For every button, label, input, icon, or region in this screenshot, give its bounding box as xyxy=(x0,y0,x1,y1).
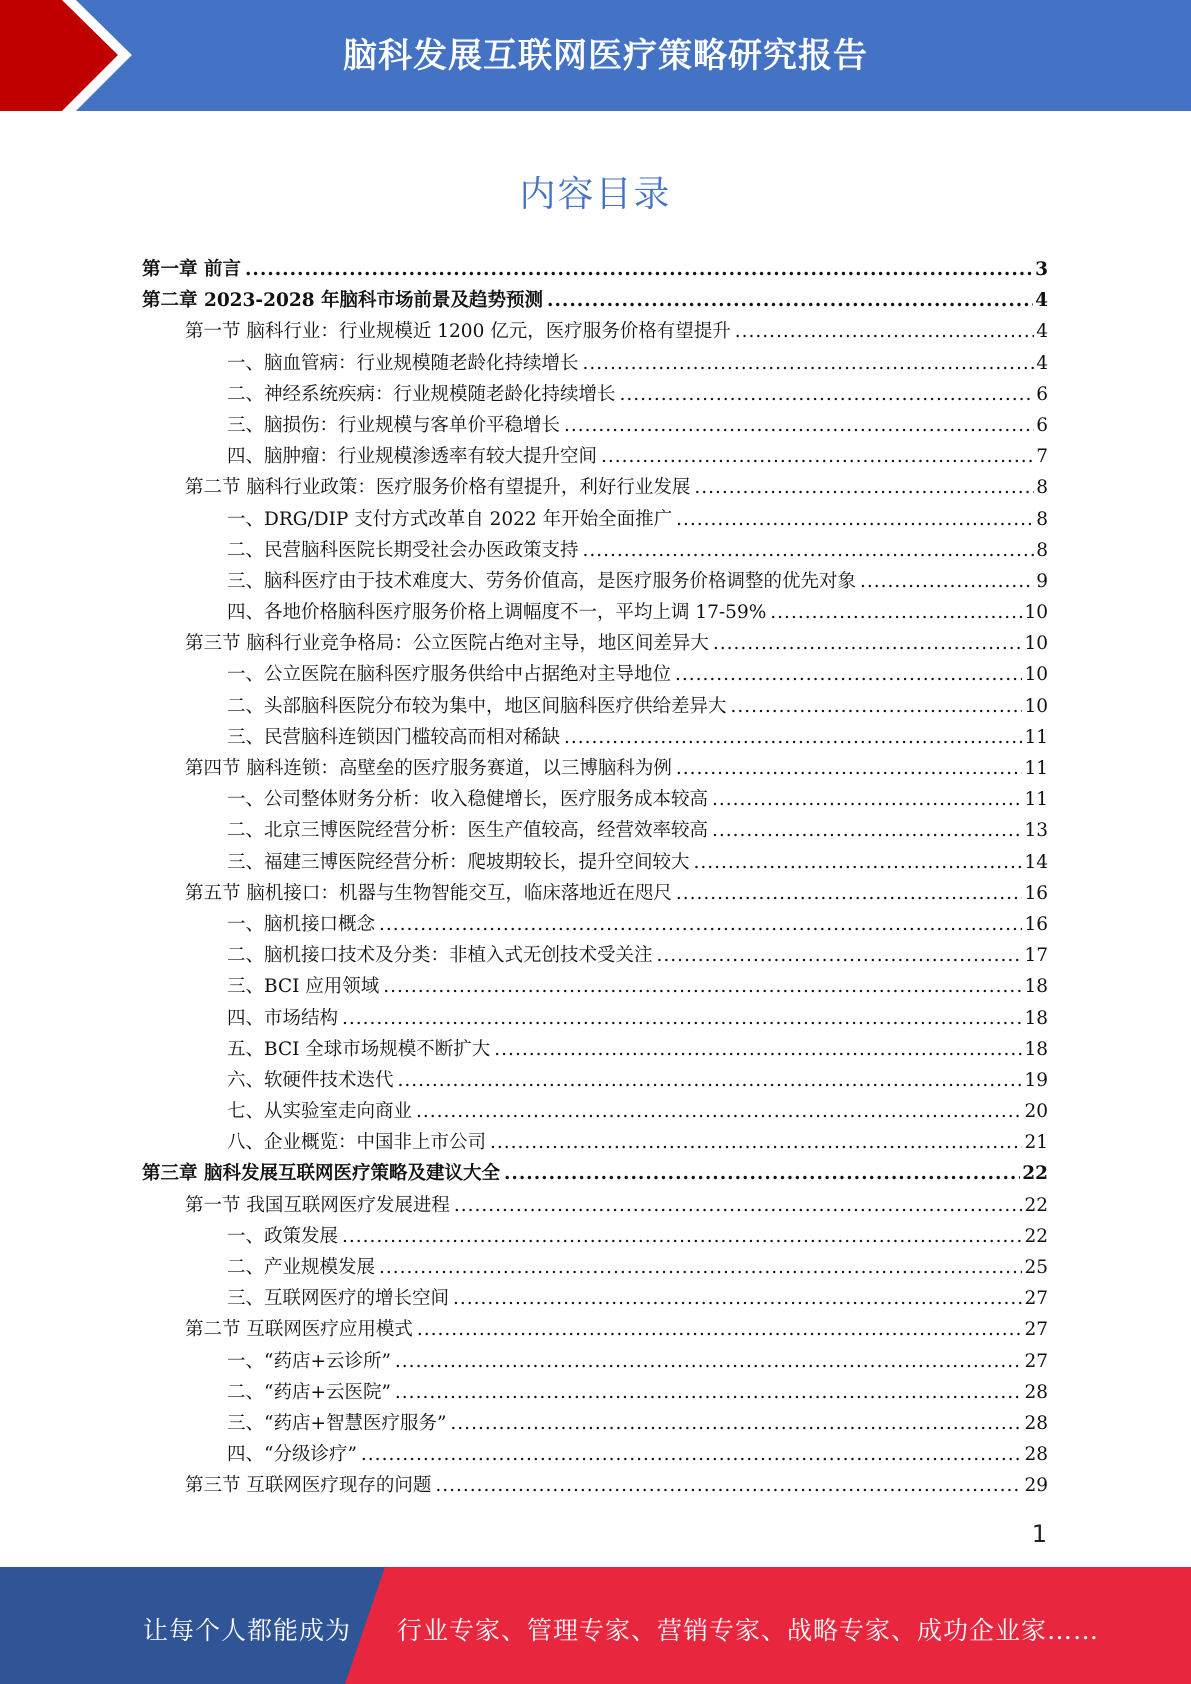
toc-entry-page: 27 xyxy=(1024,1288,1048,1310)
toc-leader-dots xyxy=(712,815,1022,846)
toc-leader-dots xyxy=(860,566,1034,597)
footer-slogan-right: 行业专家、管理专家、营销专家、战略专家、成功企业家…… xyxy=(397,1616,1100,1645)
toc-entry[interactable] xyxy=(142,1065,1048,1096)
toc-entry-text: 二、脑机接口技术及分类：非植入式无创技术受关注 xyxy=(227,945,653,967)
toc-leader-dots xyxy=(417,1314,1023,1345)
toc-entry[interactable] xyxy=(142,1377,1048,1408)
toc-entry[interactable] xyxy=(142,348,1048,379)
toc-entry-text: 一、公立医院在脑科医疗服务供给中占据绝对主导地位 xyxy=(227,664,672,686)
toc-title: 内容目录 xyxy=(519,174,672,215)
toc-entry-page: 3 xyxy=(1035,259,1048,280)
toc-entry-text: 二、产业规模发展 xyxy=(227,1257,376,1278)
toc-leader-dots xyxy=(379,909,1022,940)
toc-leader-dots xyxy=(454,1190,1023,1221)
toc-entry-text: 第一章 前言 xyxy=(142,259,241,280)
toc-leader-dots xyxy=(676,753,1023,784)
toc-entry[interactable] xyxy=(142,1439,1048,1470)
toc-entry[interactable] xyxy=(142,971,1048,1002)
toc-entry-page: 6 xyxy=(1036,383,1048,405)
toc-entry[interactable] xyxy=(142,784,1048,815)
toc-entry-page: 27 xyxy=(1024,1319,1048,1341)
toc-entry-page: 8 xyxy=(1036,477,1048,499)
toc-entry[interactable] xyxy=(142,1034,1048,1065)
toc-entry-text: 第五节 脑机接口：机器与生物智能交互，临床落地近在咫尺 xyxy=(185,882,672,904)
toc-entry-text: 第一节 我国互联网医疗发展进程 xyxy=(185,1194,450,1216)
toc-leader-dots xyxy=(694,472,1034,503)
toc-leader-dots xyxy=(494,1034,1022,1065)
toc-leader-dots xyxy=(620,379,1035,410)
toc-entry-text: 四、脑肿瘤：行业规模渗透率有较大提升空间 xyxy=(227,446,598,468)
toc-entry-page: 22 xyxy=(1024,1225,1048,1247)
toc-entry-page: 19 xyxy=(1024,1069,1048,1091)
toc-leader-dots xyxy=(694,847,1023,878)
toc-entry-text: 第四节 脑科连锁：高壁垒的医疗服务赛道，以三博脑科为例 xyxy=(185,758,672,779)
toc-entry[interactable] xyxy=(142,909,1048,940)
toc-entry-text: 一、公司整体财务分析：收入稳健增长，医疗服务成本较高 xyxy=(227,789,709,811)
toc-entry[interactable] xyxy=(142,1003,1048,1034)
toc-entry-text: 三、福建三博医院经营分析：爬坡期较长，提升空间较大 xyxy=(227,851,690,873)
toc-entry-text: 二、神经系统疾病：行业规模随老龄化持续增长 xyxy=(227,383,616,405)
toc-entry-page: 10 xyxy=(1024,664,1048,686)
toc-entry-text: 一、政策发展 xyxy=(227,1225,339,1247)
toc-entry-text: 二、民营脑科医院长期受社会办医政策支持 xyxy=(227,539,579,561)
toc-entry-page: 20 xyxy=(1024,1101,1048,1123)
toc-entry-text: 三、BCI 应用领域 xyxy=(227,976,380,998)
toc-entry-text: 三、脑损伤：行业规模与客单价平稳增长 xyxy=(227,414,561,436)
toc-entry[interactable] xyxy=(142,722,1048,753)
toc-leader-dots xyxy=(245,254,1033,285)
toc-leader-dots xyxy=(504,1158,1020,1189)
toc-entry-page: 22 xyxy=(1022,1163,1048,1185)
toc-entry[interactable] xyxy=(142,1408,1048,1439)
toc-leader-dots xyxy=(712,784,1022,815)
toc-entry-page: 27 xyxy=(1024,1350,1048,1372)
toc-entry[interactable] xyxy=(142,1346,1048,1377)
toc-entry[interactable] xyxy=(142,691,1048,722)
toc-leader-dots xyxy=(435,1470,1022,1501)
toc-entry-page: 4 xyxy=(1035,290,1048,312)
toc-entry-page: 25 xyxy=(1024,1257,1048,1278)
toc-entry-page: 16 xyxy=(1024,913,1048,935)
toc-entry[interactable] xyxy=(142,1252,1048,1283)
toc-entry[interactable] xyxy=(142,940,1048,971)
toc-leader-dots xyxy=(395,1346,1023,1377)
toc-entry[interactable] xyxy=(142,815,1048,846)
toc-leader-dots xyxy=(547,285,1033,316)
toc-entry-page: 18 xyxy=(1024,1038,1048,1060)
toc-entry-text: 三、脑科医疗由于技术难度大、劳务价值高，是医疗服务价格调整的优先对象 xyxy=(227,570,857,592)
toc-entry-page: 28 xyxy=(1024,1444,1048,1466)
toc-leader-dots xyxy=(735,316,1034,347)
toc-entry-page: 28 xyxy=(1024,1412,1048,1434)
toc-entry[interactable] xyxy=(142,535,1048,566)
toc-entry-text: 八、企业概览：中国非上市公司 xyxy=(227,1132,487,1154)
toc-entry-text: 二、北京三博医院经营分析：医生产值较高，经营效率较高 xyxy=(227,820,709,842)
toc-entry-text: 三、互联网医疗的增长空间 xyxy=(227,1288,450,1310)
toc-entry-page: 10 xyxy=(1024,695,1048,717)
toc-entry[interactable] xyxy=(142,1314,1048,1345)
toc-entry-text: 第三章 脑科发展互联网医疗策略及建议大全 xyxy=(142,1163,500,1185)
toc-entry-page: 11 xyxy=(1024,758,1048,779)
toc-entry-page: 9 xyxy=(1036,570,1048,592)
toc-leader-dots xyxy=(416,1096,1022,1127)
toc-entry-text: 一、脑机接口概念 xyxy=(227,913,376,935)
toc-entry[interactable] xyxy=(142,1283,1048,1314)
toc-leader-dots xyxy=(675,659,1022,690)
toc-leader-dots xyxy=(490,1127,1022,1158)
toc-leader-dots xyxy=(731,691,1023,722)
toc-leader-dots xyxy=(398,1065,1023,1096)
footer-band xyxy=(0,1567,1191,1684)
toc-leader-dots xyxy=(450,1408,1022,1439)
toc-entry-page: 16 xyxy=(1024,882,1048,904)
toc-entry-text: 一、脑血管病：行业规模随老龄化持续增长 xyxy=(227,352,579,374)
toc-entry[interactable] xyxy=(142,1190,1048,1221)
toc-entry[interactable] xyxy=(142,1470,1048,1501)
toc-leader-dots xyxy=(770,597,1022,628)
header-band xyxy=(0,0,1191,111)
toc-entry-page: 29 xyxy=(1024,1475,1048,1497)
toc-entry-text: 第二节 脑科行业政策：医疗服务价格有望提升，利好行业发展 xyxy=(185,477,691,499)
toc-entry[interactable] xyxy=(142,659,1048,690)
toc-entry-page: 10 xyxy=(1024,602,1048,624)
toc-entry-page: 4 xyxy=(1036,321,1048,343)
toc-entry-page: 8 xyxy=(1036,508,1048,530)
toc-entry-page: 22 xyxy=(1024,1194,1048,1216)
toc-entry-text: 四、“分级诊疗” xyxy=(227,1444,357,1466)
toc-entry-text: 二、“药店+云医院” xyxy=(227,1381,391,1403)
toc-entry-text: 第三节 脑科行业竞争格局：公立医院占绝对主导，地区间差异大 xyxy=(185,633,709,655)
toc-entry-text: 四、各地价格脑科医疗服务价格上调幅度不一，平均上调 17-59% xyxy=(227,602,767,624)
toc-entry-text: 第二章 2023-2028 年脑科市场前景及趋势预测 xyxy=(142,290,544,312)
toc-entry[interactable] xyxy=(142,628,1048,659)
toc-entry[interactable] xyxy=(142,1221,1048,1252)
toc-entry-page: 4 xyxy=(1036,352,1048,374)
toc-entry[interactable] xyxy=(142,504,1048,535)
toc-leader-dots xyxy=(453,1283,1022,1314)
toc-entry-text: 第一节 脑科行业：行业规模近 1200 亿元，医疗服务价格有望提升 xyxy=(185,321,731,343)
toc-leader-dots xyxy=(361,1439,1023,1470)
toc-entry[interactable] xyxy=(142,316,1048,347)
toc-leader-dots xyxy=(583,348,1035,379)
toc-entry-text: 三、“药店+智慧医疗服务” xyxy=(227,1412,447,1434)
toc-entry-text: 第二节 互联网医疗应用模式 xyxy=(185,1319,413,1341)
toc-entry-text: 三、民营脑科连锁因门槛较高而相对稀缺 xyxy=(227,726,561,748)
toc-entry[interactable] xyxy=(142,1127,1048,1158)
toc-leader-dots xyxy=(383,971,1022,1002)
toc-entry-page: 11 xyxy=(1024,789,1048,811)
toc-leader-dots xyxy=(395,1377,1023,1408)
toc-entry-text: 四、市场结构 xyxy=(227,1007,339,1029)
toc-entry[interactable] xyxy=(142,753,1048,784)
toc-entry-page: 17 xyxy=(1024,945,1048,967)
toc-entry[interactable] xyxy=(142,254,1048,285)
toc-entry[interactable] xyxy=(142,847,1048,878)
toc-entry[interactable] xyxy=(142,878,1048,909)
toc-entry-text: 一、DRG/DIP 支付方式改革自 2022 年开始全面推广 xyxy=(227,508,673,530)
toc-entry[interactable] xyxy=(142,472,1048,503)
toc-entry-text: 第三节 互联网医疗现存的问题 xyxy=(185,1475,432,1497)
toc-entry-page: 7 xyxy=(1036,446,1048,468)
toc-leader-dots xyxy=(583,535,1035,566)
toc-entry-text: 一、“药店+云诊所” xyxy=(227,1350,391,1372)
toc-entry[interactable] xyxy=(142,597,1048,628)
toc-entry-page: 11 xyxy=(1024,726,1048,748)
toc-entry-page: 21 xyxy=(1024,1132,1048,1154)
toc-leader-dots xyxy=(564,410,1034,441)
toc-entry-page: 10 xyxy=(1024,633,1048,655)
toc-entry[interactable] xyxy=(142,410,1048,441)
toc-entry-page: 28 xyxy=(1024,1381,1048,1403)
toc-leader-dots xyxy=(676,878,1023,909)
toc-entry-page: 8 xyxy=(1036,539,1048,561)
toc-leader-dots xyxy=(676,504,1034,535)
toc-leader-dots xyxy=(342,1221,1022,1252)
toc-entry-page: 6 xyxy=(1036,414,1048,436)
toc-leader-dots xyxy=(601,441,1034,472)
table-of-contents xyxy=(142,254,1048,1502)
toc-entry[interactable] xyxy=(142,566,1048,597)
toc-entry[interactable] xyxy=(142,285,1048,316)
toc-entry-text: 六、软硬件技术迭代 xyxy=(227,1069,394,1091)
toc-leader-dots xyxy=(342,1003,1022,1034)
toc-entry-page: 14 xyxy=(1024,851,1048,873)
toc-entry[interactable] xyxy=(142,1096,1048,1127)
toc-entry-page: 13 xyxy=(1024,820,1048,842)
toc-entry[interactable] xyxy=(142,379,1048,410)
page-number: 1 xyxy=(1031,1520,1047,1548)
report-title: 脑科发展互联网医疗策略研究报告 xyxy=(343,36,868,76)
toc-entry-page: 18 xyxy=(1024,976,1048,998)
toc-leader-dots xyxy=(657,940,1023,971)
toc-leader-dots xyxy=(564,722,1022,753)
footer-slogan-left: 让每个人都能成为 xyxy=(143,1616,352,1645)
toc-entry-text: 七、从实验室走向商业 xyxy=(227,1101,413,1123)
toc-entry[interactable] xyxy=(142,441,1048,472)
toc-entry-text: 五、BCI 全球市场规模不断扩大 xyxy=(227,1038,491,1060)
toc-entry-page: 18 xyxy=(1024,1007,1048,1029)
toc-entry[interactable] xyxy=(142,1158,1048,1189)
toc-leader-dots xyxy=(713,628,1023,659)
toc-leader-dots xyxy=(379,1252,1022,1283)
toc-entry-text: 二、头部脑科医院分布较为集中，地区间脑科医疗供给差异大 xyxy=(227,695,727,717)
